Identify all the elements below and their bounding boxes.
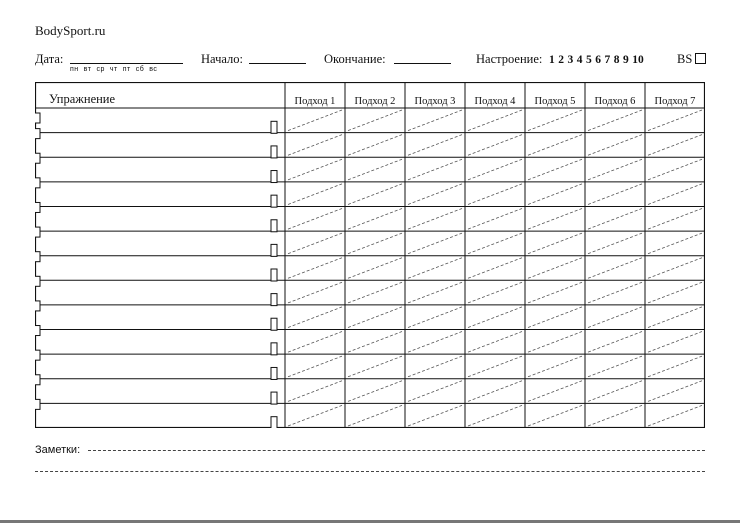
set-cell[interactable] (645, 403, 705, 428)
set-cell[interactable] (285, 256, 345, 281)
set-cell[interactable] (465, 403, 525, 428)
set-cell[interactable] (585, 108, 645, 133)
exercise-name-cell[interactable] (43, 207, 273, 230)
row-left-checkbox[interactable] (35, 178, 40, 188)
set-cell[interactable] (465, 108, 525, 133)
weekday-option[interactable]: вс (149, 66, 158, 73)
row-right-checkbox[interactable] (271, 392, 277, 404)
set-cell[interactable] (285, 182, 345, 207)
set-cell[interactable] (465, 157, 525, 182)
set-cell[interactable] (345, 133, 405, 158)
exercise-name-cell[interactable] (43, 331, 273, 354)
exercise-name-cell[interactable] (43, 232, 273, 255)
mood-option[interactable]: 2 (558, 54, 564, 66)
notes-line-2[interactable] (35, 471, 705, 472)
row-left-checkbox[interactable] (35, 399, 40, 409)
set-cell[interactable] (405, 133, 465, 158)
set-cell[interactable] (525, 206, 585, 231)
row-left-checkbox[interactable] (35, 326, 40, 336)
set-cell[interactable] (525, 379, 585, 404)
set-cell[interactable] (585, 206, 645, 231)
mood-option[interactable]: 8 (613, 54, 620, 66)
set-cell[interactable] (645, 108, 705, 133)
set-cell[interactable] (465, 305, 525, 330)
row-left-checkbox[interactable] (35, 202, 40, 212)
set-cell[interactable] (345, 108, 405, 133)
set-cell[interactable] (465, 133, 525, 158)
set-header: Подход 6 (594, 96, 636, 107)
set-header: Подход 1 (294, 96, 336, 107)
workout-table (35, 82, 705, 428)
start-time-field[interactable] (249, 51, 306, 64)
set-cell[interactable] (525, 354, 585, 379)
set-cell[interactable] (645, 231, 705, 256)
set-cell[interactable] (405, 379, 465, 404)
set-cell[interactable] (345, 379, 405, 404)
mood-option[interactable]: 9 (623, 54, 629, 66)
set-cell[interactable] (645, 157, 705, 182)
weekday-option[interactable]: сб (135, 66, 145, 73)
set-cell[interactable] (345, 280, 405, 305)
weekday-option[interactable]: вт (83, 66, 92, 73)
set-cell[interactable] (585, 403, 645, 428)
set-cell[interactable] (645, 280, 705, 305)
set-cell[interactable] (585, 280, 645, 305)
row-left-checkbox[interactable] (35, 153, 40, 163)
weekday-option[interactable]: пн (70, 66, 79, 73)
exercise-name-cell[interactable] (43, 257, 273, 280)
start-time-label: Начало: (201, 52, 243, 66)
set-cell[interactable] (525, 403, 585, 428)
set-cell[interactable] (585, 157, 645, 182)
mood-label: Настроение: (476, 52, 543, 66)
set-cell[interactable] (465, 256, 525, 281)
set-cell[interactable] (345, 182, 405, 207)
end-time-label: Окончание: (324, 52, 386, 66)
set-cell[interactable] (525, 330, 585, 355)
set-cell[interactable] (585, 182, 645, 207)
set-cell[interactable] (585, 305, 645, 330)
mood-option[interactable]: 1 (549, 54, 555, 66)
set-cell[interactable] (645, 182, 705, 207)
set-cell[interactable] (405, 206, 465, 231)
set-cell[interactable] (345, 354, 405, 379)
date-label: Дата: (35, 52, 64, 66)
row-left-checkbox[interactable] (35, 129, 40, 139)
row-left-checkbox[interactable] (35, 375, 40, 385)
set-cell[interactable] (465, 280, 525, 305)
row-right-checkbox[interactable] (271, 171, 277, 183)
row-right-checkbox[interactable] (271, 367, 277, 379)
set-cell[interactable] (285, 231, 345, 256)
mood-option[interactable]: 10 (632, 54, 644, 66)
set-cell[interactable] (525, 256, 585, 281)
row-right-checkbox[interactable] (271, 417, 277, 428)
set-cell[interactable] (645, 133, 705, 158)
set-cell[interactable] (465, 354, 525, 379)
mood-option[interactable]: 4 (576, 54, 583, 66)
mood-scale[interactable] (549, 52, 647, 67)
set-cell[interactable] (405, 182, 465, 207)
set-cell[interactable] (285, 379, 345, 404)
date-field[interactable] (70, 51, 183, 64)
set-cell[interactable] (525, 182, 585, 207)
set-cell[interactable] (585, 133, 645, 158)
set-cell[interactable] (645, 330, 705, 355)
set-header: Подход 5 (534, 96, 576, 107)
row-right-checkbox[interactable] (271, 269, 277, 281)
row-left-checkbox[interactable] (35, 227, 40, 237)
row-left-checkbox[interactable] (35, 276, 40, 286)
weekday-option[interactable]: ср (96, 66, 105, 73)
bs-label: BS (677, 52, 693, 66)
set-cell[interactable] (465, 330, 525, 355)
row-right-checkbox[interactable] (271, 195, 277, 207)
set-cell[interactable] (285, 206, 345, 231)
set-cell[interactable] (345, 403, 405, 428)
set-cell[interactable] (585, 330, 645, 355)
set-cell[interactable] (465, 206, 525, 231)
set-header: Подход 7 (654, 96, 696, 107)
row-right-checkbox[interactable] (271, 343, 277, 355)
set-cell[interactable] (345, 231, 405, 256)
set-cell[interactable] (645, 379, 705, 404)
row-right-checkbox[interactable] (271, 220, 277, 232)
set-cell[interactable] (585, 354, 645, 379)
row-right-checkbox[interactable] (271, 294, 277, 306)
set-cell[interactable] (345, 157, 405, 182)
row-right-checkbox[interactable] (271, 121, 277, 133)
set-cell[interactable] (285, 403, 345, 428)
bs-checkbox[interactable] (695, 53, 706, 64)
exercise-name-cell[interactable] (43, 380, 273, 403)
set-cell[interactable] (405, 157, 465, 182)
set-cell[interactable] (465, 379, 525, 404)
row-right-checkbox[interactable] (271, 244, 277, 256)
set-cell[interactable] (585, 231, 645, 256)
set-cell[interactable] (525, 231, 585, 256)
end-time-field[interactable] (394, 51, 451, 64)
set-cell[interactable] (285, 280, 345, 305)
set-cell[interactable] (525, 157, 585, 182)
set-cell[interactable] (345, 305, 405, 330)
set-cell[interactable] (405, 256, 465, 281)
set-cell[interactable] (405, 280, 465, 305)
set-cell[interactable] (345, 330, 405, 355)
exercise-name-cell[interactable] (43, 404, 273, 427)
set-cell[interactable] (285, 108, 345, 133)
set-cell[interactable] (525, 133, 585, 158)
notes-line-1[interactable] (88, 450, 705, 451)
set-cell[interactable] (285, 133, 345, 158)
set-cell[interactable] (525, 280, 585, 305)
mood-option[interactable]: 5 (586, 54, 592, 66)
set-cell[interactable] (465, 231, 525, 256)
set-cell[interactable] (285, 330, 345, 355)
set-header: Подход 4 (474, 96, 516, 107)
set-cell[interactable] (285, 354, 345, 379)
row-left-checkbox[interactable] (35, 301, 40, 311)
set-cell[interactable] (645, 354, 705, 379)
set-cell[interactable] (525, 305, 585, 330)
exercise-name-cell[interactable] (43, 306, 273, 329)
exercise-name-cell[interactable] (43, 109, 273, 132)
set-cell[interactable] (405, 231, 465, 256)
set-cell[interactable] (645, 305, 705, 330)
weekday-option[interactable]: пт (122, 66, 131, 73)
set-cell[interactable] (465, 182, 525, 207)
exercise-name-cell[interactable] (43, 183, 273, 206)
set-cell[interactable] (585, 256, 645, 281)
set-cell[interactable] (345, 256, 405, 281)
set-cell[interactable] (285, 157, 345, 182)
set-cell[interactable] (285, 305, 345, 330)
set-cell[interactable] (525, 108, 585, 133)
exercise-header: Упражнение (49, 92, 116, 106)
row-right-checkbox[interactable] (271, 318, 277, 330)
set-cell[interactable] (585, 379, 645, 404)
set-cell[interactable] (405, 403, 465, 428)
set-cell[interactable] (405, 108, 465, 133)
row-left-checkbox[interactable] (35, 113, 40, 123)
row-left-checkbox[interactable] (35, 252, 40, 262)
set-cell[interactable] (645, 206, 705, 231)
exercise-name-cell[interactable] (43, 281, 273, 304)
mood-option[interactable]: 3 (567, 54, 574, 66)
set-header: Подход 3 (414, 96, 456, 107)
brand-title: BodySport.ru (35, 23, 106, 38)
set-cell[interactable] (345, 206, 405, 231)
set-cell[interactable] (405, 305, 465, 330)
set-cell[interactable] (405, 330, 465, 355)
set-cell[interactable] (645, 256, 705, 281)
weekday-selector[interactable] (70, 66, 162, 73)
row-right-checkbox[interactable] (271, 146, 277, 158)
row-left-checkbox[interactable] (35, 350, 40, 360)
exercise-name-cell[interactable] (43, 158, 273, 181)
mood-option[interactable]: 7 (604, 54, 611, 66)
exercise-name-cell[interactable] (43, 355, 273, 378)
set-cell[interactable] (405, 354, 465, 379)
exercise-name-cell[interactable] (43, 134, 273, 157)
mood-option[interactable]: 6 (595, 54, 601, 66)
weekday-option[interactable]: чт (109, 66, 118, 73)
notes-label: Заметки: (35, 444, 81, 456)
set-header: Подход 2 (354, 96, 396, 107)
